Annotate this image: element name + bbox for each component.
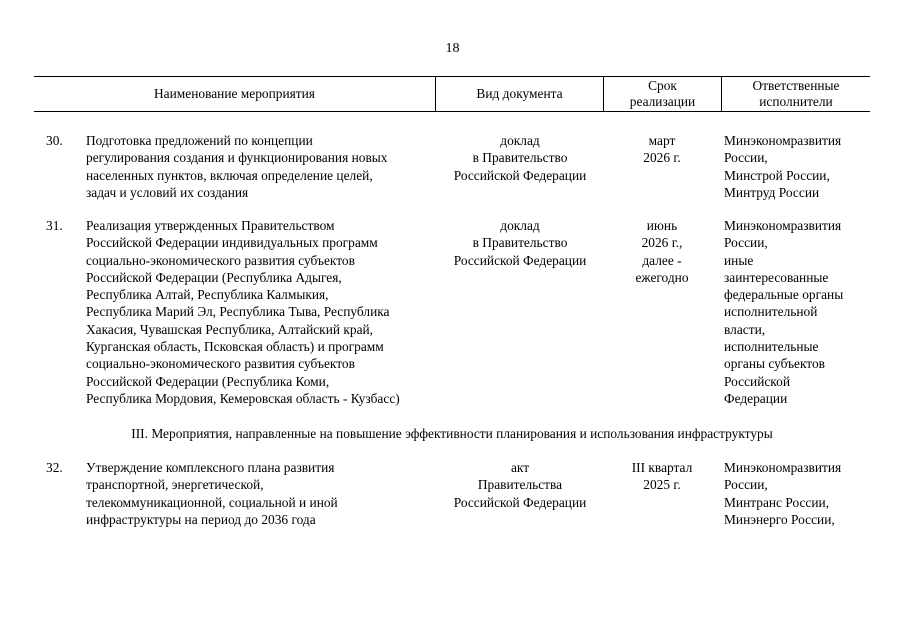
- row-doc-type: акт Правительства Российской Федерации: [453, 460, 587, 510]
- header-bottom-rule: [34, 111, 870, 112]
- row-doc-type: доклад в Правительство Российской Федерации: [453, 133, 587, 183]
- row-term: июнь 2026 г., далее - ежегодно: [635, 218, 689, 285]
- row-name: Реализация утвержденных Правительством Российской Федерации индивидуальных программ социально-экономического развития субъектов Российской Федерации (Республика Адыгея, Республика Алтай, Республика Калмыкия, Республика Марий Эл, Республика Тыва, Республика Хакасия, Чувашская Республика, Алтайский край, Курганская область, Псковская область) и программ социально-экономического развития субъектов Российской Федерации (Республика Коми, Республика Мордовия, Кемеровская область - Кузбасс): [86, 218, 400, 406]
- row-responsible: Минэкономразвития России, Минтранс России, Минэнерго России,: [724, 460, 842, 527]
- row-number: 30.: [46, 133, 63, 148]
- column-header-doc-type: Вид документа: [476, 85, 563, 101]
- row-number: 32.: [46, 460, 63, 475]
- column-header-term: Срок реализации: [629, 77, 696, 109]
- column-header-responsible: Ответственные исполнители: [752, 77, 840, 109]
- row-responsible: Минэкономразвития России, иные заинтересованные федеральные органы исполнительной власти, исполнительные органы субъектов Российской Федерации: [724, 218, 844, 406]
- row-number: 31.: [46, 218, 63, 233]
- page-number: 18: [445, 41, 460, 56]
- row-doc-type: доклад в Правительство Российской Федерации: [453, 218, 587, 268]
- row-name: Подготовка предложений по концепции регулирования создания и функционирования новых населенных пунктов, включая определение целей, задач и условий их создания: [86, 133, 388, 200]
- row-term: март 2026 г.: [643, 133, 681, 166]
- column-header-name: Наименование мероприятия: [154, 85, 315, 101]
- row-name: Утверждение комплексного плана развития транспортной, энергетической, телекоммуникационной, социальной и иной инфраструктуры на период до 2036 года: [86, 460, 338, 527]
- row-term: III квартал 2025 г.: [631, 460, 693, 493]
- row-responsible: Минэкономразвития России, Минстрой России, Минтруд России: [724, 133, 842, 200]
- section-title: III. Мероприятия, направленные на повышение эффективности планирования и использования инфраструктуры: [131, 426, 773, 441]
